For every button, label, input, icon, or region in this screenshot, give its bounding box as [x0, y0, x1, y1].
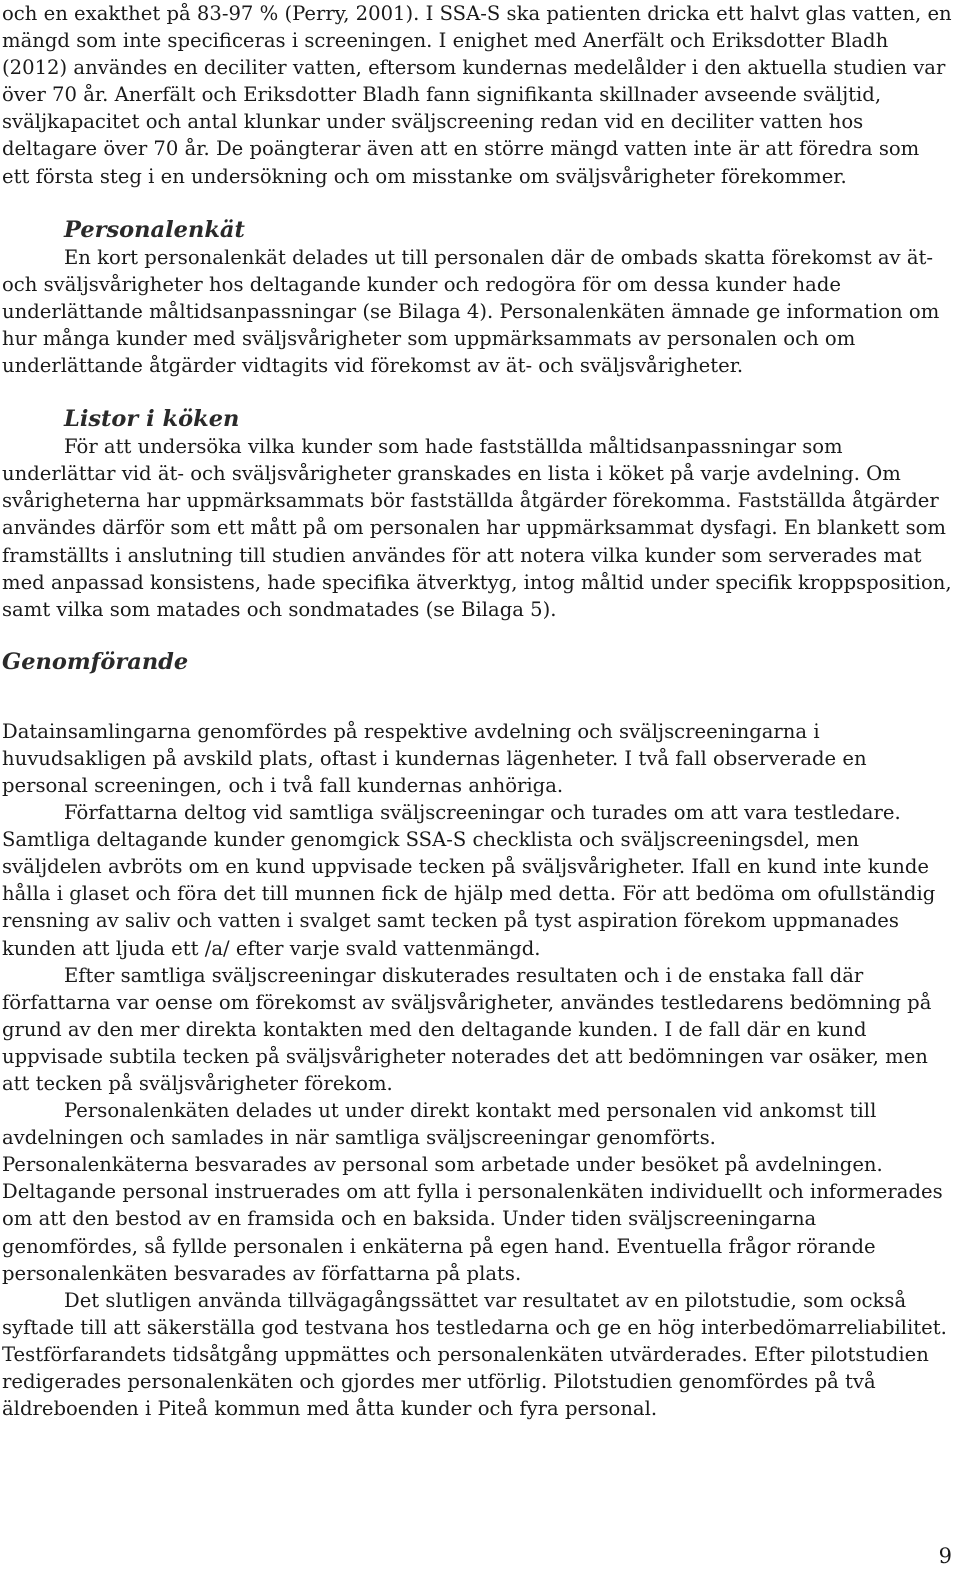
genomforande-paragraph-1: Datainsamlingarna genomfördes på respektive avdelning och sväljscreeningarna i huvudsakligen på avskild plats, oftast i kundernas lägenheter. I två fall observerade en personal screeningen, och i två fall kundernas anhöriga. — [2, 719, 867, 797]
page-number: 9 — [938, 1544, 952, 1568]
document-page — [2, 0, 952, 1422]
listor-paragraph: För att undersöka vilka kunder som hade fastställda måltidsanpassningar som underlättar vid ät- och sväljsvårigheter granskades en lista i köket på varje avdelning. Om svårigheterna har uppmärksammats bör fastställda åtgärder förekomma. Fastställda åtgärder användes därför som ett mått på om personalen har uppmärksammat dysfagi. En blankett som framställts i anslutning till studien användes för att notera vilka kunder som serverades mat med anpassad konsistens, hade specifika ätverktyg, intog måltid under specifik kroppsposition, samt vilka som matades och sondmatades (se Bilaga 5). — [2, 435, 952, 621]
intro-paragraph: och en exakthet på 83-97 % (Perry, 2001). I SSA-S ska patienten dricka ett halvt glas vatten, en mängd som inte specificeras i screeningen. I enighet med Anerfält och Eriksdotter Bladh (2012) användes en deciliter vatten, eftersom kundernas medelålder i den aktuella studien var över 70 år. Anerfält och Eriksdotter Bladh fann signifikanta skillnader avseende sväljtid, sväljkapacitet och antal klunkar under sväljscreening redan vid en deciliter vatten hos deltagare över 70 år. De poängterar även att en större mängd vatten inte är att föredra som ett första steg i en undersökning och om misstanke om sväljsvårigheter förekommer. — [2, 2, 952, 188]
personalenkat-paragraph: En kort personalenkät delades ut till personalen där de ombads skatta förekomst av ät- och sväljsvårigheter hos deltagande kunder och redogöra för om dessa kunder hade underlättande måltidsanpassningar (se Bilaga 4). Personalenkäten ämnade ge information om hur många kunder med sväljsvårigheter som uppmärksammats av personalen och om underlättande åtgärder vidtagits vid förekomst av ät- och sväljsvårigheter. — [2, 245, 940, 378]
genomforande-paragraph-4b: Personalenkäterna besvarades av personal som arbetade under besöket på avdelningen. Deltagande personal instruerades om att fylla i personalenkäten individuellt och informerades om att den bestod av en framsida och en baksida. Under tiden sväljscreeningarna genomfördes, så fyllde personalen i enkäterna på egen hand. Eventuella frågor rörande personalenkäten besvarades av författarna på plats. — [2, 1153, 943, 1285]
section-heading-personalenkat: Personalenkät — [64, 216, 245, 243]
section-heading-genomforande: Genomförande — [2, 648, 189, 675]
genomforande-paragraph-3: Efter samtliga sväljscreeningar diskuterades resultaten och i de enstaka fall där författarna var oense om förekomst av sväljsvårigheter, användes testledarens bedömning på grund av den mer direkta kontakten med den deltagande kunden. I de fall där en kund uppvisade subtila tecken på sväljsvårigheter noterades det att bedömningen var osäker, men att tecken på sväljsvårigheter förekom. — [2, 963, 932, 1095]
genomforande-paragraph-2: Författarna deltog vid samtliga sväljscreeningar och turades om att vara testledare. Samtliga deltagande kunder genomgick SSA-S checklista och sväljscreeningsdel, men sväljdelen avbröts om en kund uppvisade tecken på sväljsvårigheter. Ifall en kund inte kunde hålla i glaset och föra det till munnen fick de hjälp med detta. För att bedöma om ofullständig rensning av saliv och vatten i svalget samt tecken på tyst aspiration förekom uppmanades kunden att ljuda ett /a/ efter varje svald vattenmängd. — [2, 801, 936, 960]
genomforande-paragraph-5: Det slutligen använda tillvägagångssättet var resultatet av en pilotstudie, som också syftade till att säkerställa god testvana hos testledarna och ge en hög interbedömarreliabilitet. Testförfarandets tidsåtgång uppmättes och personalenkäten utvärderades. Efter pilotstudien redigerades personalenkäten och gjordes mer utförlig. Pilotstudien genomfördes på två äldreboenden i Piteå kommun med åtta kunder och fyra personal. — [2, 1288, 947, 1421]
genomforande-paragraph-4a: Personalenkäten delades ut under direkt kontakt med personalen vid ankomst till avdelningen och samlades in när samtliga sväljscreeningar genomförts. — [2, 1099, 877, 1150]
section-heading-listor: Listor i köken — [64, 406, 240, 433]
